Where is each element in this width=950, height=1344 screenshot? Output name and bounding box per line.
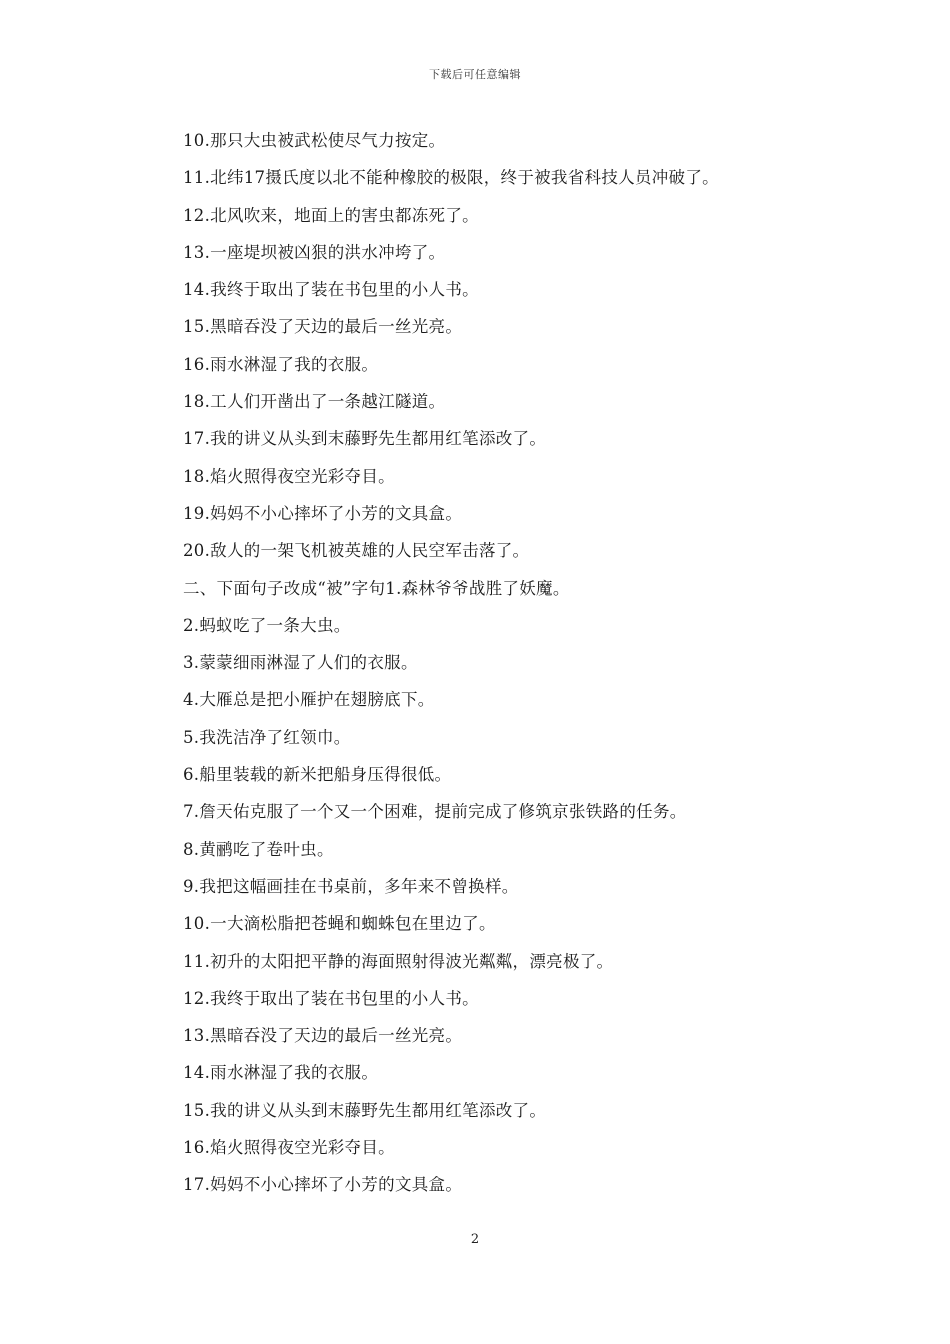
text-line: 15.黑暗吞没了天边的最后一丝光亮。 xyxy=(183,317,463,337)
text-line: 16.雨水淋湿了我的衣服。 xyxy=(183,354,379,374)
exercise-text-body xyxy=(183,122,823,1204)
text-line: 2.蚂蚁吃了一条大虫。 xyxy=(183,615,351,635)
text-line: 14.我终于取出了装在书包里的小人书。 xyxy=(183,280,479,300)
text-line: 9.我把这幅画挂在书桌前，多年来不曾换样。 xyxy=(183,876,519,896)
text-line: 3.蒙蒙细雨淋湿了人们的衣服。 xyxy=(183,653,418,673)
text-line: 15.我的讲义从头到末藤野先生都用红笔添改了。 xyxy=(183,1100,547,1120)
text-line: 12.北风吹来，地面上的害虫都冻死了。 xyxy=(183,205,479,225)
text-line: 17.妈妈不小心摔坏了小芳的文具盒。 xyxy=(183,1175,463,1195)
text-line: 10.那只大虫被武松使尽气力按定。 xyxy=(183,131,446,150)
text-line: 18.工人们开凿出了一条越江隧道。 xyxy=(183,392,446,412)
text-line: 13.黑暗吞没了天边的最后一丝光亮。 xyxy=(183,1026,463,1046)
text-line: 5.我洗洁净了红领巾。 xyxy=(183,727,351,747)
page-header-note: 下载后可任意编辑 xyxy=(429,68,521,81)
page-number: 2 xyxy=(470,1232,480,1247)
text-line: 20.敌人的一架飞机被英雄的人民空军击落了。 xyxy=(183,541,530,561)
text-line: 14.雨水淋湿了我的衣服。 xyxy=(183,1063,379,1083)
section-heading-line: 二、下面句子改成“被”字句1.森林爷爷战胜了妖魔。 xyxy=(183,578,570,598)
text-line: 16.焰火照得夜空光彩夺目。 xyxy=(183,1138,395,1158)
text-line: 11.初升的太阳把平静的海面照射得波光粼粼，漂亮极了。 xyxy=(183,951,614,971)
text-line: 11.北纬17摄氏度以北不能种橡胶的极限，终于被我省科技人员冲破了。 xyxy=(183,168,719,188)
text-line: 10.一大滴松脂把苍蝇和蜘蛛包在里边了。 xyxy=(183,914,496,934)
text-line: 8.黄鹂吃了卷叶虫。 xyxy=(183,839,334,859)
text-line: 12.我终于取出了装在书包里的小人书。 xyxy=(183,988,479,1008)
text-line: 7.詹天佑克服了一个又一个困难，提前完成了修筑京张铁路的任务。 xyxy=(183,802,687,822)
text-line: 6.船里装载的新米把船身压得很低。 xyxy=(183,765,452,785)
text-line: 13.一座堤坝被凶狠的洪水冲垮了。 xyxy=(183,242,446,262)
text-line: 17.我的讲义从头到末藤野先生都用红笔添改了。 xyxy=(183,429,547,449)
text-line: 4.大雁总是把小雁护在翅膀底下。 xyxy=(183,690,435,710)
text-line: 18.焰火照得夜空光彩夺目。 xyxy=(183,466,395,486)
text-line: 19.妈妈不小心摔坏了小芳的文具盒。 xyxy=(183,503,463,523)
